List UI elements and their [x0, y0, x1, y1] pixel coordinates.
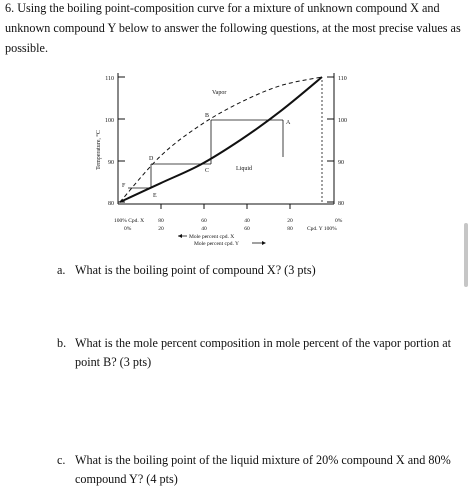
- question-c-line-1: What is the boiling point of the liquid mixture of 20% compound X and 80%: [75, 453, 451, 467]
- left-tick-label-90: 90: [108, 160, 114, 166]
- arrow-y-head-icon: [262, 241, 266, 245]
- x-top-80: 80: [158, 218, 164, 224]
- question-line-2: unknown compound Y below to answer the following questions, at the most precise values as: [5, 21, 461, 35]
- question-c-line-2: compound Y? (4 pts): [75, 472, 178, 486]
- liquid-label: Liquid: [236, 166, 252, 172]
- x-top-right: 0%: [335, 218, 343, 224]
- left-tick-label-80: 80: [108, 201, 114, 207]
- vapor-label: Vapor: [212, 90, 227, 96]
- x-bottom-40: 40: [201, 226, 207, 232]
- point-label-F: F: [122, 183, 126, 189]
- x-top-20: 20: [287, 218, 293, 224]
- y-axis-label: Temperature, °C: [96, 130, 102, 170]
- question-c-letter: c.: [57, 453, 66, 467]
- point-label-D: D: [149, 156, 154, 162]
- question-line-3: possible.: [5, 41, 48, 55]
- left-tick-label-100: 100: [105, 118, 114, 124]
- axis-caption-y: Mole percent cpd. Y: [194, 241, 240, 247]
- x-top-left: 100% Cpd. X: [114, 218, 145, 224]
- left-tick-label-110: 110: [105, 76, 114, 82]
- question-a-letter: a.: [57, 263, 66, 277]
- point-label-C: C: [205, 168, 210, 174]
- scrollbar-thumb[interactable]: [464, 223, 468, 287]
- question-a-text: What is the boiling point of compound X? (3 pts): [75, 263, 316, 277]
- question-b-line-2: point B? (3 pts): [75, 355, 152, 369]
- right-tick-label-90: 90: [338, 160, 344, 166]
- right-tick-label-110: 110: [338, 76, 347, 82]
- point-label-E: E: [153, 193, 157, 199]
- x-bottom-80: 80: [287, 226, 293, 232]
- x-bottom-left: 0%: [124, 226, 132, 232]
- point-label-A: A: [286, 120, 291, 126]
- question-b-letter: b.: [57, 336, 67, 350]
- arrow-x-head-icon: [178, 234, 182, 238]
- axis-caption-x: Mole percent cpd. X: [189, 234, 235, 240]
- x-bottom-right: Cpd. Y 100%: [307, 226, 337, 232]
- point-label-B: B: [205, 113, 210, 119]
- right-tick-label-100: 100: [338, 118, 347, 124]
- x-top-40: 40: [244, 218, 250, 224]
- question-b-line-1: What is the mole percent composition in mole percent of the vapor portion at: [75, 336, 452, 350]
- x-bottom-60: 60: [244, 226, 250, 232]
- right-tick-label-80: 80: [338, 201, 344, 207]
- question-line-1: 6. Using the boiling point-composition curve for a mixture of unknown compound X and: [5, 1, 440, 15]
- x-bottom-20: 20: [158, 226, 164, 232]
- x-top-60: 60: [201, 218, 207, 224]
